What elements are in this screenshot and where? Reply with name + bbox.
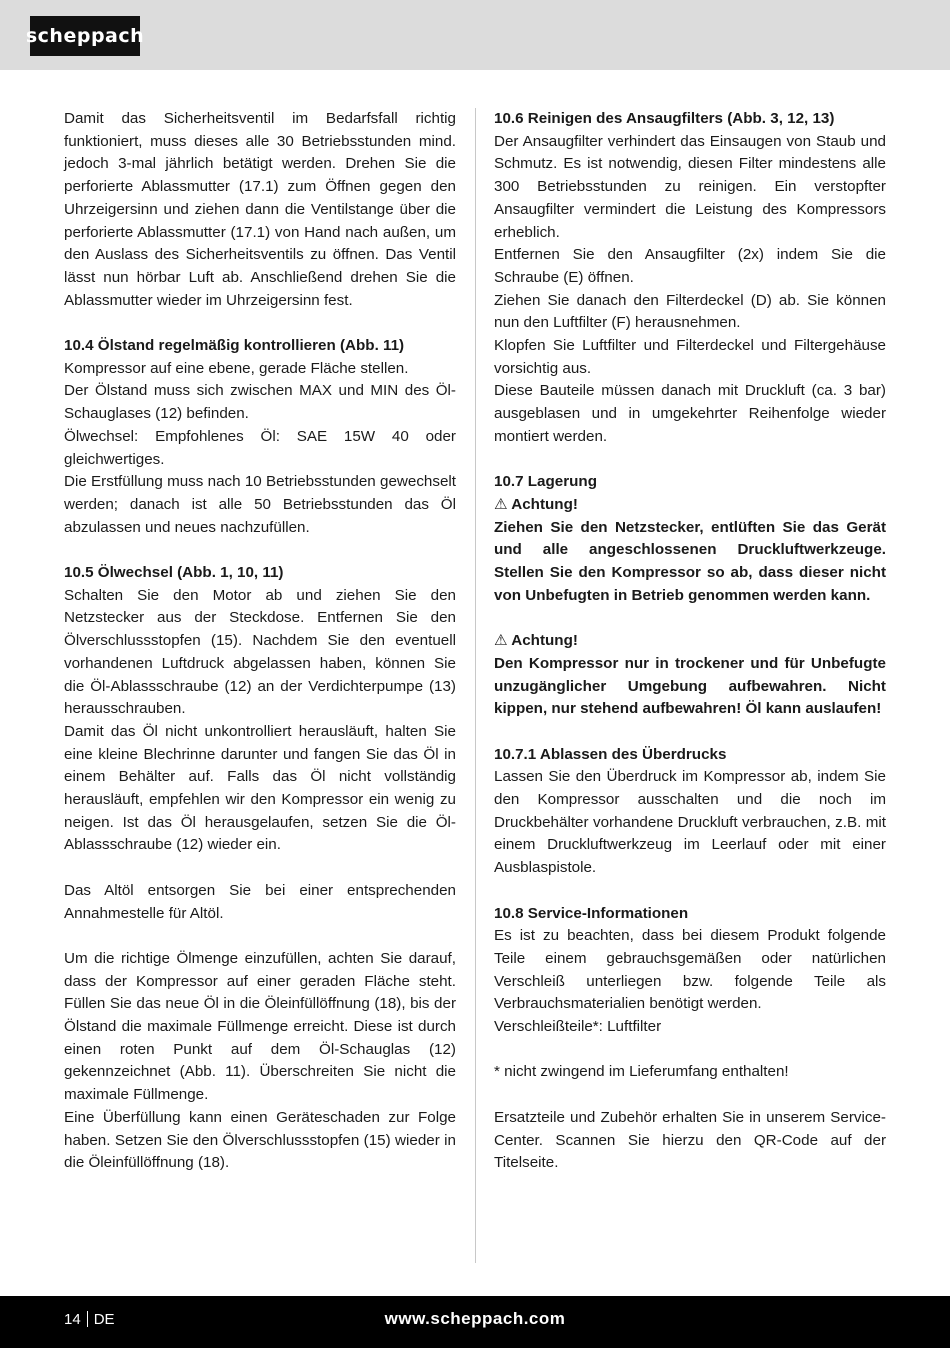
section-heading: 10.4 Ölstand regelmäßig kontrollieren (Abb. 11) [64,337,405,355]
paragraph: Lassen Sie den Überdruck im Kompressor ab, indem Sie den Kompressor ausschalten und die noch im Druckbehälter vorhandene Druckluft verbrauchen, z.B. mit einem Druckluftwerkzeug im Leerlauf oder mit einer Ausblaspistole. [494,768,886,877]
paragraph: Das Altöl entsorgen Sie bei einer entsprechenden Annahmestelle für Altöl. [64,881,456,922]
paragraph: Eine Überfüllung kann einen Geräteschaden zur Folge haben. Setzen Sie den Ölverschlussstopfen (15) wieder in die Öleinfüllöffnung (18). [64,1108,456,1172]
paragraph: Der Ölstand muss sich zwischen MAX und MIN des Öl-Schauglases (12) befinden. [64,382,456,423]
paragraph: Klopfen Sie Luftfilter und Filterdeckel und Filtergehäuse vorsichtig aus. [494,337,886,377]
paragraph: * nicht zwingend im Lieferumfang enthalten! [494,1063,789,1081]
section-heading: 10.5 Ölwechsel (Abb. 1, 10, 11) [64,564,284,582]
paragraph: Kompressor auf eine ebene, gerade Fläche stellen. [64,359,409,377]
paragraph: Es ist zu beachten, dass bei diesem Produkt folgende Teile einem gebrauchsgemäßen oder natürlichen Verschleiß unterliegen bzw. folgende Teile als Verbrauchsmaterialien benötigt werden. [494,927,886,1013]
paragraph: Um die richtige Ölmenge einzufüllen, achten Sie darauf, dass der Kompressor auf einer geraden Fläche steht. Füllen Sie das neue Öl in die Öleinfüllöffnung (18), bis der Ölstand die maximale Füllmenge erreicht. Diese ist durch einen roten Punkt auf dem Öl-Schauglas (12) gekennzeichnet (Abb. 11). Überschreiten Sie nicht die maximale Füllmenge. [64,949,456,1104]
paragraph: Schalten Sie den Motor ab und ziehen Sie den Netzstecker aus der Steckdose. Entfernen Sie den Ölverschlussstopfen (15). Nachdem Sie den eventuell vorhandenen Luftdruck abgelassen haben, können Sie die Öl-Ablassschraube (12) an der Verdichterpumpe (13) herausschrauben. [64,586,456,718]
header-bar [0,0,950,70]
column-divider [475,108,476,1263]
paragraph: Ersatzteile und Zubehör erhalten Sie in unserem Service-Center. Scannen Sie hierzu den QR-Code auf der Titelseite. [494,1108,886,1172]
paragraph: Verschleißteile*: Luftfilter [494,1018,662,1036]
language-code: DE [93,1311,115,1328]
section-heading: 10.7 Lagerung [494,473,597,491]
warning-title: ⚠ Achtung! [494,495,578,513]
paragraph: Die Erstfüllung muss nach 10 Betriebsstunden gewechselt werden; danach ist alle 50 Betriebsstunden das Öl abzulassen und neues nachzufüllen. [64,473,456,536]
left-column [64,108,456,1175]
section-heading: 10.6 Reinigen des Ansaugfilters (Abb. 3, 12, 13) [494,110,835,127]
warning-text: Den Kompressor nur in trockener und für Unbefugte unzugänglicher Umgebung aufbewahren. Nicht kippen, nur stehend aufbewahren! Öl kann auslaufen! [494,654,886,718]
scheppach-logo: scheppach [30,16,140,56]
right-column [494,108,886,1175]
paragraph: Entfernen Sie den Ansaugfilter (2x) indem Sie die Schraube (E) öffnen. [494,246,886,286]
paragraph: Damit das Sicherheitsventil im Bedarfsfall richtig funktioniert, muss dieses alle 30 Betriebsstunden mind. jedoch 3-mal jährlich betätigt werden. Drehen Sie die perforierte Ablassmutter (17.1) zum Öffnen gegen den Uhrzeigersinn und ziehen dann die Ventilstange über die perforierte Ablassmutter (17.1) von Hand nach außen, um den Auslass des Sicherheitsventils zu öffnen. Das Ventil lässt nun hörbar Luft ab. Anschließend drehen Sie die Ablassmutter wieder im Uhrzeigersinn fest. [64,110,456,309]
page-number-value: 14 [64,1311,81,1328]
paragraph: Ziehen Sie danach den Filterdeckel (D) ab. Sie können nun den Luftfilter (F) herausnehmen. [494,291,886,332]
footer-bar [0,1296,950,1348]
paragraph: Diese Bauteile müssen danach mit Druckluft (ca. 3 bar) ausgeblasen und in umgekehrter Reihenfolge wieder montiert werden. [494,382,886,445]
section-heading: 10.7.1 Ablassen des Überdrucks [494,745,727,763]
paragraph: Ölwechsel: Empfohlenes Öl: SAE 15W 40 oder gleichwertiges. [64,427,456,468]
warning-title: ⚠ Achtung! [494,632,578,650]
warning-text: Ziehen Sie den Netzstecker, entlüften Sie das Gerät und alle angeschlossenen Druckluftwerkzeuge. Stellen Sie den Kompressor so ab, dass dieser nicht von Unbefugten in Betrieb genommen werden kann. [494,518,886,604]
paragraph: Damit das Öl nicht unkontrolliert herausläuft, halten Sie eine kleine Blechrinne darunter und fangen Sie das Öl in einem Behälter auf. Falls das Öl nicht vollständig herausläuft, empfehlen wir den Kompressor ein wenig zu neigen. Ist das Öl herausgelaufen, setzen Sie die Öl-Ablassschraube (12) wieder ein. [64,722,456,854]
section-heading: 10.8 Service-Informationen [494,904,689,922]
paragraph: Der Ansaugfilter verhindert das Einsaugen von Staub und Schmutz. Es ist notwendig, diesen Filter mindestens alle 300 Betriebsstunden zu reinigen. Ein verstopfter Ansaugfilter vermindert die Leistung des Kompressors erheblich. [494,132,886,241]
website-link[interactable]: www.scheppach.com [384,1309,566,1328]
